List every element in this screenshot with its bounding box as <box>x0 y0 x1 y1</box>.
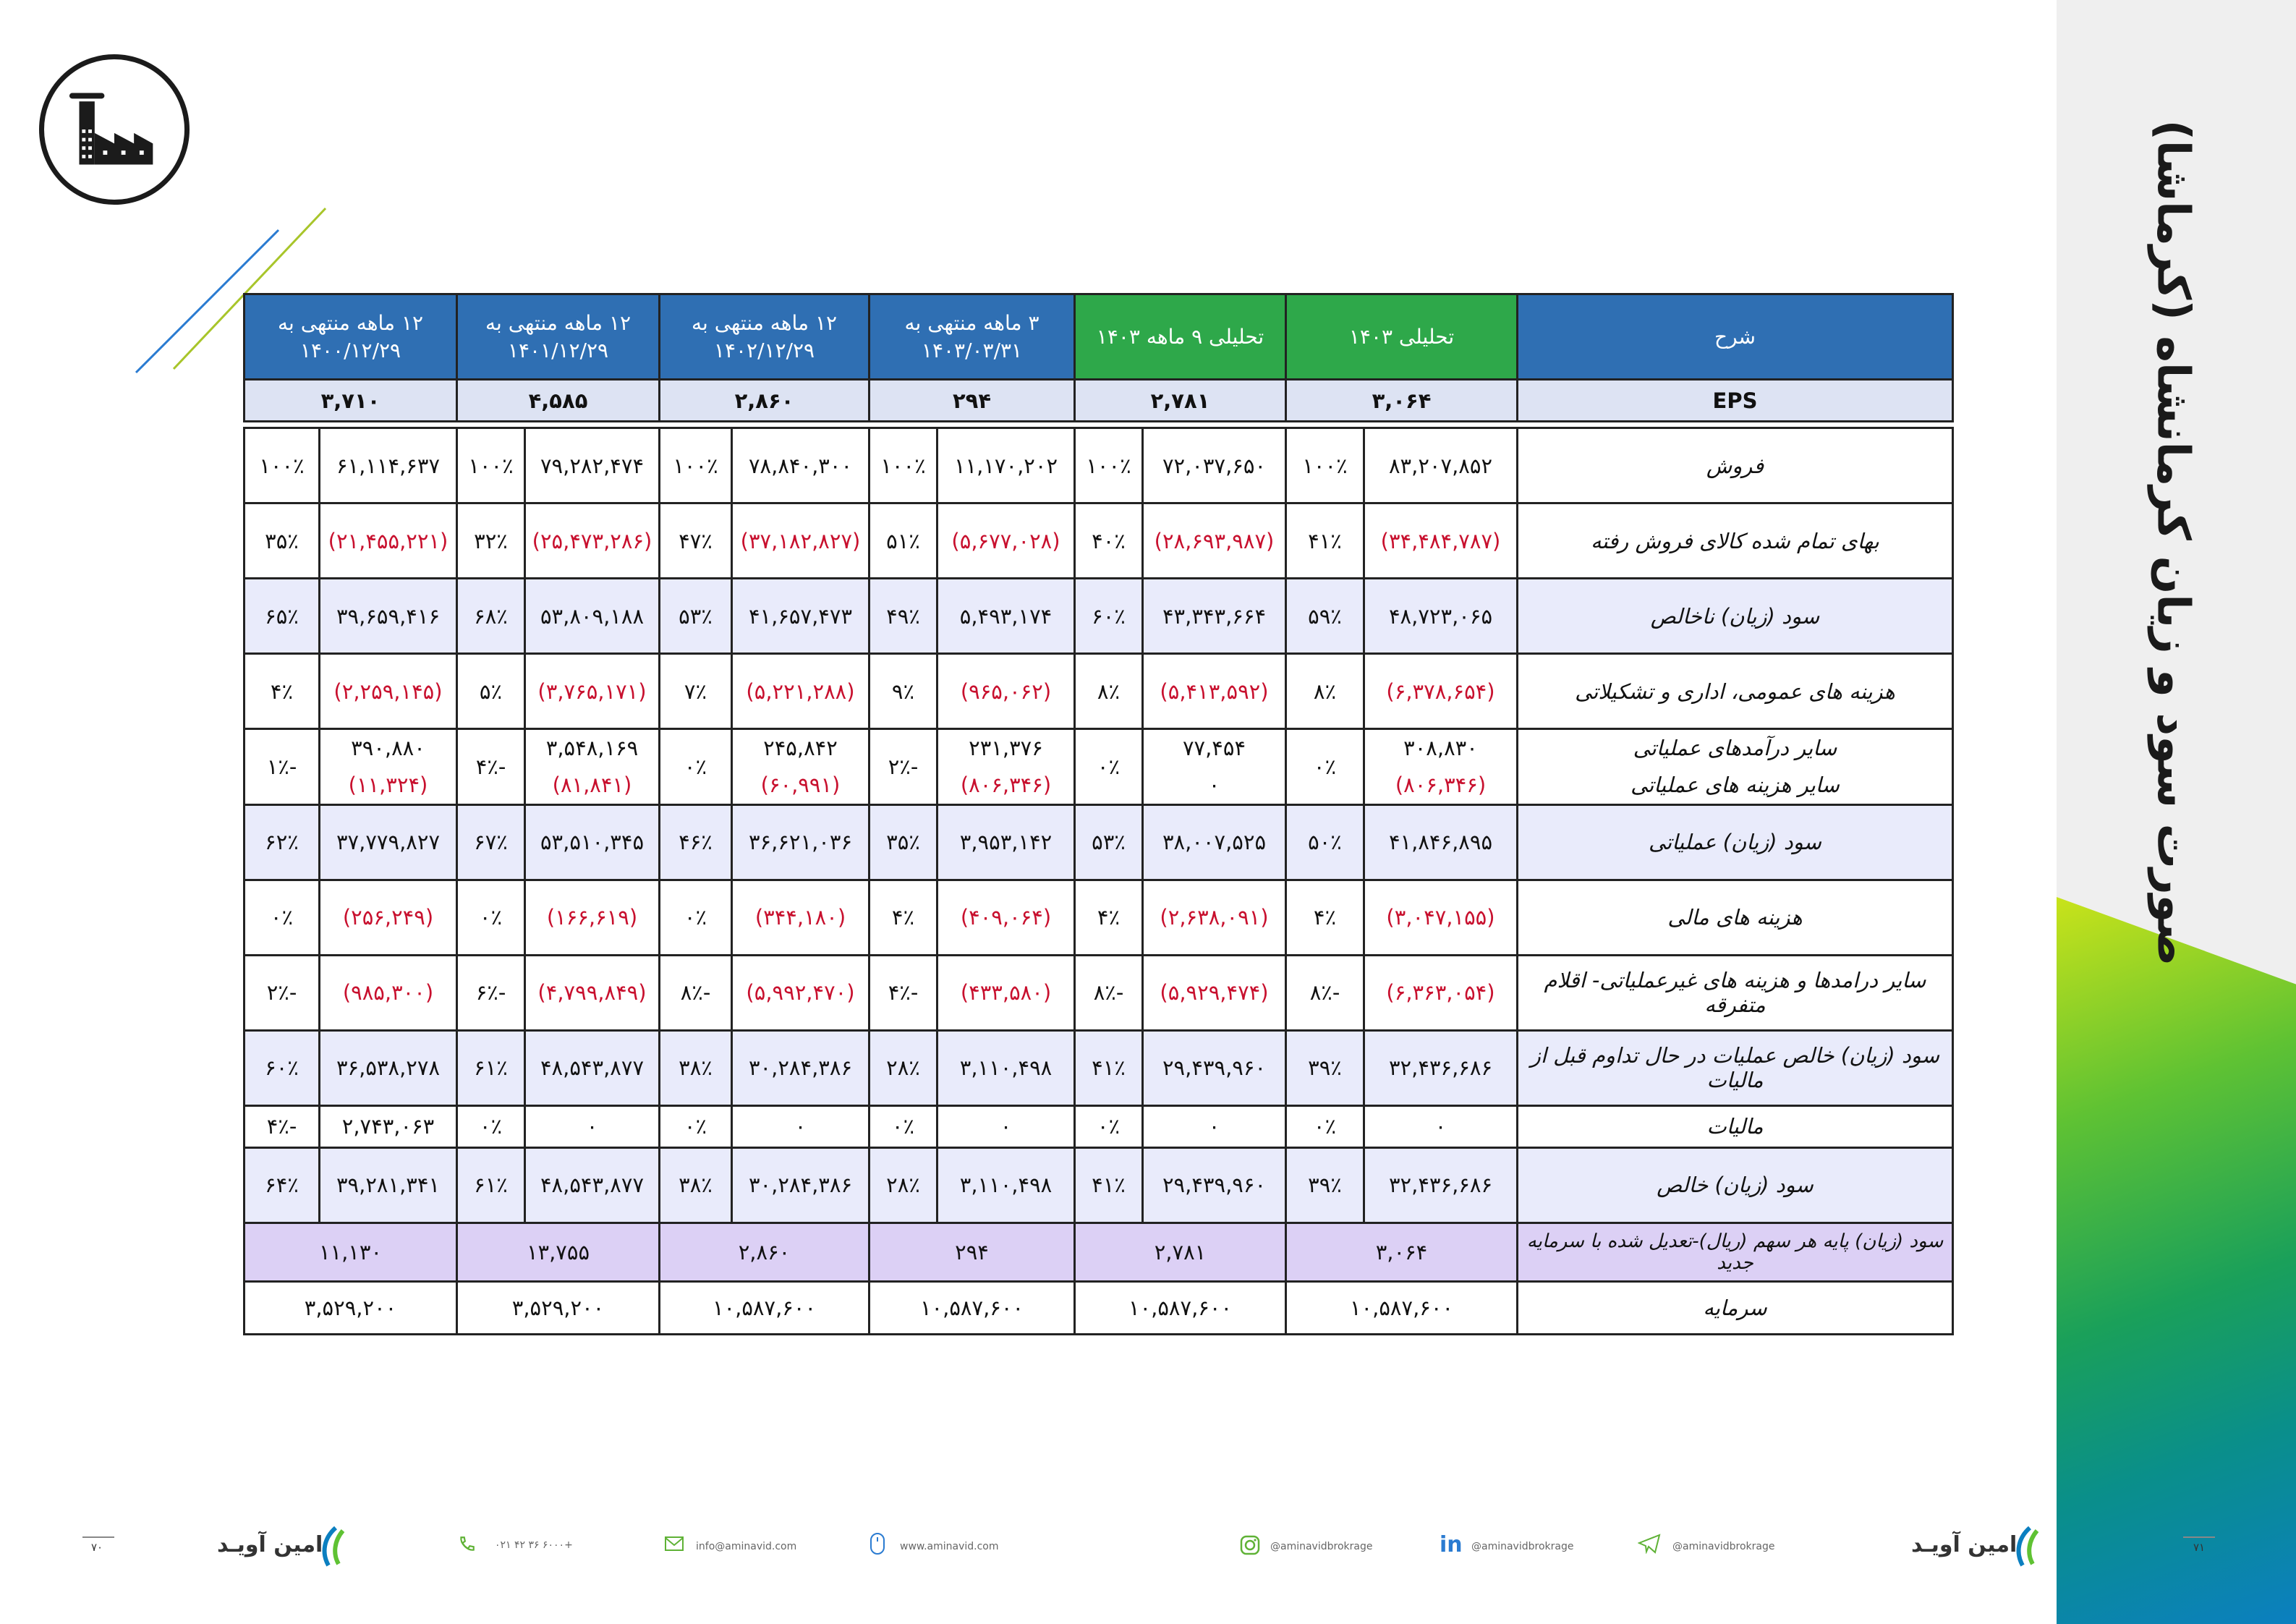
percent-cell: ۳۲٪ <box>457 503 525 579</box>
row-label: سود (زیان) خالص <box>1518 1147 1953 1223</box>
value-cell: ۸۳,۲۰۷,۸۵۲ <box>1364 428 1518 503</box>
eps-value: ۲۹۴ <box>869 380 1075 422</box>
value-cell: ۷۲,۰۳۷,۶۵۰ <box>1143 428 1286 503</box>
percent-cell: -۲٪ <box>869 729 937 805</box>
value-cell: (۱۶۶,۶۱۹) <box>525 880 660 955</box>
eps-value: ۲,۸۶۰ <box>660 380 869 422</box>
percent-cell: ۱۰۰٪ <box>457 428 525 503</box>
value-cell: ۴۳,۳۴۳,۶۶۴ <box>1143 579 1286 654</box>
value-cell: ۴۸,۵۴۳,۸۷۷ <box>525 1147 660 1223</box>
value-line: (۶۰,۹۹۱) <box>760 772 841 797</box>
value-cell: ۳,۱۱۰,۴۹۸ <box>937 1030 1075 1105</box>
percent-cell: ۴۰٪ <box>1075 503 1143 579</box>
value-cell: (۳,۷۶۵,۱۷۱) <box>525 654 660 729</box>
eps-label: EPS <box>1518 380 1953 422</box>
value-cell: ۰ <box>1143 1105 1286 1147</box>
value-cell: ۲۹,۴۳۹,۹۶۰ <box>1143 1030 1286 1105</box>
value-cell: (۵,۴۱۳,۵۹۲) <box>1143 654 1286 729</box>
percent-cell: ۶۴٪ <box>245 1147 320 1223</box>
value-line: (۱۱,۳۲۴) <box>348 772 428 797</box>
eps-adjusted-row <box>245 1223 1953 1281</box>
value-line: ۰ <box>1208 772 1220 797</box>
percent-cell: -۲٪ <box>245 955 320 1030</box>
percent-cell: ۹٪ <box>869 654 937 729</box>
percent-cell: ۰٪ <box>457 880 525 955</box>
value-cell <box>732 729 869 805</box>
value-cell: (۲۵۶,۲۴۹) <box>320 880 457 955</box>
brand-name-right: امین آویـد <box>1911 1532 2017 1557</box>
percent-cell: -۴٪ <box>457 729 525 805</box>
instagram-icon <box>1240 1535 1260 1555</box>
percent-cell: ۱۰۰٪ <box>1075 428 1143 503</box>
value-cell: ۵۳,۸۰۹,۱۸۸ <box>525 579 660 654</box>
value-line: (۸۱,۸۴۱) <box>552 772 632 797</box>
phone-icon <box>457 1535 476 1554</box>
percent-cell: ۴٪ <box>245 654 320 729</box>
header-row <box>245 294 1953 380</box>
value-cell <box>937 729 1075 805</box>
eps-value: ۳,۷۱۰ <box>245 380 457 422</box>
value-cell: ۷۸,۸۴۰,۳۰۰ <box>732 428 869 503</box>
percent-cell: ۶۸٪ <box>457 579 525 654</box>
percent-cell: ۰٪ <box>660 1105 732 1147</box>
income-statement-table <box>243 293 1954 1335</box>
value-line: ۳۹۰,۸۸۰ <box>351 736 425 760</box>
header-12m-1401: ۱۲ ماهه منتهی به ۱۴۰۱/۱۲/۲۹ <box>457 294 660 380</box>
value-cell <box>1143 729 1286 805</box>
percent-cell: -۱٪ <box>245 729 320 805</box>
value-cell: (۵,۹۹۲,۴۷۰) <box>732 955 869 1030</box>
page-title: صورت سود و زیان کرمانشاه (کرماشا) <box>2147 119 2201 966</box>
footer-linkedin: @aminavidbrokrage <box>1471 1541 1574 1552</box>
percent-cell: ۴۷٪ <box>660 503 732 579</box>
percent-cell: ۳۸٪ <box>660 1147 732 1223</box>
percent-cell: -۴٪ <box>245 1105 320 1147</box>
spacer-row <box>245 422 1953 428</box>
percent-cell: -۶٪ <box>457 955 525 1030</box>
percent-cell: ۴٪ <box>869 880 937 955</box>
value-cell: (۳۴,۴۸۴,۷۸۷) <box>1364 503 1518 579</box>
percent-cell: -۴٪ <box>869 955 937 1030</box>
value-cell: (۴۳۳,۵۸۰) <box>937 955 1075 1030</box>
value-cell: ۵۳,۵۱۰,۳۴۵ <box>525 804 660 880</box>
percent-cell: ۳۵٪ <box>245 503 320 579</box>
value-cell: ۳۶,۵۳۸,۲۷۸ <box>320 1030 457 1105</box>
percent-cell: ۸٪ <box>1286 654 1364 729</box>
value-line: (۸۰۶,۳۴۶) <box>960 772 1052 797</box>
footer-phone: ۰۲۱ ۴۲ ۳۶ ۶۰۰۰+ <box>495 1539 573 1551</box>
value-cell: ۳۲,۴۳۶,۶۸۶ <box>1364 1147 1518 1223</box>
telegram-icon <box>1638 1534 1661 1554</box>
value-cell: ۳۷,۷۷۹,۸۲۷ <box>320 804 457 880</box>
header-12m-1400: ۱۲ ماهه منتهی به ۱۴۰۰/۱۲/۲۹ <box>245 294 457 380</box>
value-cell: (۳,۰۴۷,۱۵۵) <box>1364 880 1518 955</box>
percent-cell: ۰٪ <box>1075 1105 1143 1147</box>
row-label: سود (زیان) خالص عملیات در حال تداوم قبل از مالیات <box>1518 1030 1953 1105</box>
value-cell: ۲,۷۴۳,۰۶۳ <box>320 1105 457 1147</box>
row-label-line: سایر درآمدهای عملیاتی <box>1633 736 1837 760</box>
percent-cell: ۳۸٪ <box>660 1030 732 1105</box>
value-line: ۷۷,۴۵۴ <box>1182 736 1246 760</box>
value-cell: ۰ <box>732 1105 869 1147</box>
row-label: سود (زیان) ناخالص <box>1518 579 1953 654</box>
eps-adjusted-value: ۲,۷۸۱ <box>1075 1223 1286 1281</box>
value-cell: ۳,۱۱۰,۴۹۸ <box>937 1147 1075 1223</box>
value-cell: (۹۸۵,۳۰۰) <box>320 955 457 1030</box>
aminavid-logo-icon <box>314 1525 354 1568</box>
percent-cell: ۶۷٪ <box>457 804 525 880</box>
percent-cell: ۶۱٪ <box>457 1030 525 1105</box>
capital-value: ۱۰,۵۸۷,۶۰۰ <box>660 1281 869 1334</box>
value-cell: ۴۱,۸۴۶,۸۹۵ <box>1364 804 1518 880</box>
footer-email: info@aminavid.com <box>696 1541 797 1552</box>
table-row <box>245 1030 1953 1105</box>
mouse-icon <box>869 1532 885 1555</box>
percent-cell: ۳۹٪ <box>1286 1147 1364 1223</box>
percent-cell: ۲۸٪ <box>869 1030 937 1105</box>
capital-value: ۱۰,۵۸۷,۶۰۰ <box>1286 1281 1518 1334</box>
header-12m-1402: ۱۲ ماهه منتهی به ۱۴۰۲/۱۲/۲۹ <box>660 294 869 380</box>
linkedin-icon: in <box>1440 1532 1463 1557</box>
percent-cell: ۰٪ <box>245 880 320 955</box>
value-cell: ۳۹,۲۸۱,۳۴۱ <box>320 1147 457 1223</box>
value-cell: (۶,۳۶۳,۰۵۴) <box>1364 955 1518 1030</box>
page-number-left: ۷۰ <box>91 1541 103 1554</box>
percent-cell: ۶۱٪ <box>457 1147 525 1223</box>
aminavid-logo-icon <box>2008 1525 2049 1568</box>
value-cell <box>525 729 660 805</box>
percent-cell: ۶۰٪ <box>1075 579 1143 654</box>
value-cell: ۴۱,۶۵۷,۴۷۳ <box>732 579 869 654</box>
percent-cell: ۳۹٪ <box>1286 1030 1364 1105</box>
footer-website: www.aminavid.com <box>900 1541 999 1552</box>
value-cell: ۳۲,۴۳۶,۶۸۶ <box>1364 1030 1518 1105</box>
value-cell: ۲۹,۴۳۹,۹۶۰ <box>1143 1147 1286 1223</box>
percent-cell: ۰٪ <box>660 729 732 805</box>
value-cell: (۵,۹۲۹,۴۷۴) <box>1143 955 1286 1030</box>
table-row <box>245 1147 1953 1223</box>
value-cell: ۳۰,۲۸۴,۳۸۶ <box>732 1147 869 1223</box>
table-row <box>245 1105 1953 1147</box>
eps-value: ۲,۷۸۱ <box>1075 380 1286 422</box>
percent-cell: ۲۸٪ <box>869 1147 937 1223</box>
email-icon <box>664 1535 684 1552</box>
table-row <box>245 955 1953 1030</box>
percent-cell: ۱۰۰٪ <box>660 428 732 503</box>
footer-instagram: @aminavidbrokrage <box>1270 1541 1373 1552</box>
table-body <box>245 428 1953 1223</box>
table-row <box>245 654 1953 729</box>
eps-adjusted-value: ۲,۸۶۰ <box>660 1223 869 1281</box>
percent-cell: ۰٪ <box>869 1105 937 1147</box>
value-cell: ۷۹,۲۸۲,۴۷۴ <box>525 428 660 503</box>
table-row <box>245 579 1953 654</box>
eps-adjusted-value: ۱۱,۱۳۰ <box>245 1223 457 1281</box>
value-cell: (۳۴۴,۱۸۰) <box>732 880 869 955</box>
percent-cell: ۰٪ <box>1286 729 1364 805</box>
value-cell: (۵,۲۲۱,۲۸۸) <box>732 654 869 729</box>
value-cell: ۱۱,۱۷۰,۲۰۲ <box>937 428 1075 503</box>
value-cell: (۲۵,۴۷۳,۲۸۶) <box>525 503 660 579</box>
percent-cell: ۶۲٪ <box>245 804 320 880</box>
percent-cell: ۵۹٪ <box>1286 579 1364 654</box>
factory-icon <box>44 59 184 200</box>
percent-cell: ۰٪ <box>1075 729 1143 805</box>
percent-cell: ۴۱٪ <box>1075 1030 1143 1105</box>
value-cell: (۵,۶۷۷,۰۲۸) <box>937 503 1075 579</box>
capital-value: ۳,۵۲۹,۲۰۰ <box>457 1281 660 1334</box>
table-row <box>245 729 1953 805</box>
value-cell: (۳۷,۱۸۲,۸۲۷) <box>732 503 869 579</box>
value-cell: ۵,۴۹۳,۱۷۴ <box>937 579 1075 654</box>
row-label: سایر درامدها و هزینه های غیرعملیاتی- اقلام متفرقه <box>1518 955 1953 1030</box>
percent-cell: ۷٪ <box>660 654 732 729</box>
row-label: فروش <box>1518 428 1953 503</box>
capital-value: ۳,۵۲۹,۲۰۰ <box>245 1281 457 1334</box>
percent-cell: ۰٪ <box>1286 1105 1364 1147</box>
row-label-line: سایر هزینه های عملیاتی <box>1630 772 1840 797</box>
percent-cell: ۴٪ <box>1075 880 1143 955</box>
value-cell: (۶,۳۷۸,۶۵۴) <box>1364 654 1518 729</box>
brand-name-left: امین آویـد <box>217 1532 323 1557</box>
percent-cell: ۵۳٪ <box>1075 804 1143 880</box>
eps-adjusted-value: ۱۳,۷۵۵ <box>457 1223 660 1281</box>
page-number-line-right <box>2183 1536 2215 1538</box>
value-cell: ۳۸,۰۰۷,۵۲۵ <box>1143 804 1286 880</box>
value-cell: ۴۸,۵۴۳,۸۷۷ <box>525 1030 660 1105</box>
value-cell: ۳۰,۲۸۴,۳۸۶ <box>732 1030 869 1105</box>
header-analytic-1403: تحلیلی ۱۴۰۳ <box>1286 294 1518 380</box>
factory-logo-left <box>39 54 190 205</box>
percent-cell: ۴۶٪ <box>660 804 732 880</box>
percent-cell: ۸٪ <box>1075 654 1143 729</box>
header-sharh: شرح <box>1518 294 1953 380</box>
percent-cell: ۱۰۰٪ <box>245 428 320 503</box>
percent-cell: ۱۰۰٪ <box>869 428 937 503</box>
percent-cell: -۸٪ <box>660 955 732 1030</box>
percent-cell: ۵۱٪ <box>869 503 937 579</box>
value-cell: (۲۸,۶۹۳,۹۸۷) <box>1143 503 1286 579</box>
table-row <box>245 804 1953 880</box>
value-line: ۳,۵۴۸,۱۶۹ <box>545 736 639 760</box>
page-number-right: ۷۱ <box>2193 1541 2206 1554</box>
percent-cell: ۶۰٪ <box>245 1030 320 1105</box>
percent-cell: ۴۹٪ <box>869 579 937 654</box>
page-number-line-left <box>82 1536 114 1538</box>
value-cell: ۳۹,۶۵۹,۴۱۶ <box>320 579 457 654</box>
value-cell: ۰ <box>525 1105 660 1147</box>
table-row <box>245 503 1953 579</box>
percent-cell: ۴۱٪ <box>1075 1147 1143 1223</box>
row-label: هزینه های عمومی، اداری و تشکیلاتی <box>1518 654 1953 729</box>
eps-row <box>245 380 1953 422</box>
percent-cell: -۸٪ <box>1286 955 1364 1030</box>
percent-cell: -۸٪ <box>1075 955 1143 1030</box>
capital-row <box>245 1281 1953 1334</box>
eps-adjusted-value: ۲۹۴ <box>869 1223 1075 1281</box>
row-label <box>1518 729 1953 805</box>
eps-value: ۳,۰۶۴ <box>1286 380 1518 422</box>
value-cell: ۶۱,۱۱۴,۶۳۷ <box>320 428 457 503</box>
value-cell: (۹۶۵,۰۶۲) <box>937 654 1075 729</box>
percent-cell: ۴٪ <box>1286 880 1364 955</box>
percent-cell: ۵٪ <box>457 654 525 729</box>
percent-cell: ۵۰٪ <box>1286 804 1364 880</box>
value-cell: ۳,۹۵۳,۱۴۲ <box>937 804 1075 880</box>
sidebar-gradient <box>2057 897 2296 1624</box>
value-cell <box>320 729 457 805</box>
capital-value: ۱۰,۵۸۷,۶۰۰ <box>1075 1281 1286 1334</box>
percent-cell: ۶۵٪ <box>245 579 320 654</box>
value-cell <box>1364 729 1518 805</box>
row-label: هزینه های مالی <box>1518 880 1953 955</box>
capital-value: ۱۰,۵۸۷,۶۰۰ <box>869 1281 1075 1334</box>
percent-cell: ۴۱٪ <box>1286 503 1364 579</box>
row-label: مالیات <box>1518 1105 1953 1147</box>
header-3m-1403: ۳ ماهه منتهی به ۱۴۰۳/۰۳/۳۱ <box>869 294 1075 380</box>
eps-adjusted-label: سود (زیان) پایه هر سهم (ریال)-تعدیل شده با سرمایه جدید <box>1518 1223 1953 1281</box>
value-cell: ۴۸,۷۲۳,۰۶۵ <box>1364 579 1518 654</box>
table-row <box>245 880 1953 955</box>
percent-cell: ۰٪ <box>457 1105 525 1147</box>
value-cell: ۰ <box>937 1105 1075 1147</box>
value-line: ۲۴۵,۸۴۲ <box>763 736 838 760</box>
header-analytic-9m-1403: تحلیلی ۹ ماهه ۱۴۰۳ <box>1075 294 1286 380</box>
value-cell: ۳۶,۶۲۱,۰۳۶ <box>732 804 869 880</box>
value-line: ۲۳۱,۳۷۶ <box>969 736 1043 760</box>
row-label: بهای تمام شده کالای فروش رفته <box>1518 503 1953 579</box>
table-row <box>245 428 1953 503</box>
eps-value: ۴,۵۸۵ <box>457 380 660 422</box>
percent-cell: ۰٪ <box>660 880 732 955</box>
value-line: (۸۰۶,۳۴۶) <box>1395 772 1487 797</box>
percent-cell: ۳۵٪ <box>869 804 937 880</box>
value-cell: (۴,۷۹۹,۸۴۹) <box>525 955 660 1030</box>
value-line: ۳۰۸,۸۳۰ <box>1403 736 1478 760</box>
value-cell: (۲,۲۵۹,۱۴۵) <box>320 654 457 729</box>
capital-label: سرمایه <box>1518 1281 1953 1334</box>
value-cell: ۰ <box>1364 1105 1518 1147</box>
value-cell: (۲,۶۳۸,۰۹۱) <box>1143 880 1286 955</box>
value-cell: (۲۱,۴۵۵,۲۲۱) <box>320 503 457 579</box>
footer-telegram: @aminavidbrokrage <box>1672 1541 1775 1552</box>
percent-cell: ۱۰۰٪ <box>1286 428 1364 503</box>
eps-adjusted-value: ۳,۰۶۴ <box>1286 1223 1518 1281</box>
percent-cell: ۵۳٪ <box>660 579 732 654</box>
value-cell: (۴۰۹,۰۶۴) <box>937 880 1075 955</box>
row-label: سود (زیان) عملیاتی <box>1518 804 1953 880</box>
